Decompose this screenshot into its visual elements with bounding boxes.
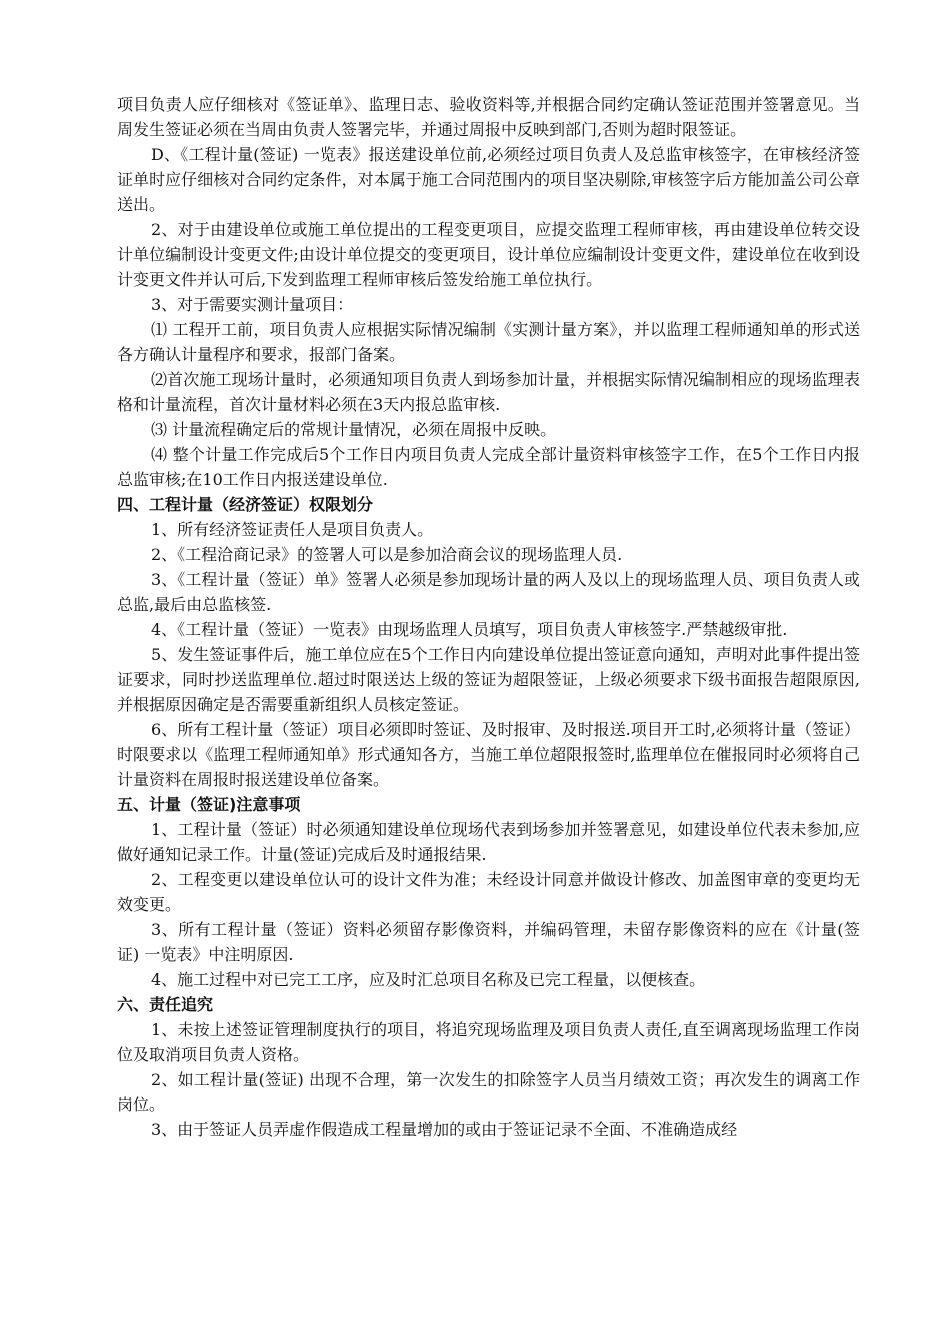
paragraph: 3、对于需要实测计量项目： bbox=[151, 295, 354, 314]
paragraph: ⑴ 工程开工前，项目负责人应根据实际情况编制《实测计量方案》，并以监理工程师通知单的形式送各方确认计量程序和要求，报部门备案。 bbox=[117, 320, 860, 364]
section-heading: 六、责任追究 bbox=[117, 995, 214, 1014]
paragraph: 项目负责人应仔细核对《签证单》、监理日志、验收资料等,并根据合同约定确认签证范围并签署意见。当周发生签证必须在当周由负责人签署完毕，并通过周报中反映到部门,否则为超时限签证。 bbox=[117, 95, 860, 139]
section-heading: 五、计量（签证)注意事项 bbox=[117, 795, 301, 814]
paragraph: 2、如工程计量(签证) 出现不合理，第一次发生的扣除签字人员当月绩效工资；再次发生的调离工作岗位。 bbox=[117, 1070, 860, 1114]
paragraph: 3、由于签证人员弄虚作假造成工程量增加的或由于签证记录不全面、不准确造成经 bbox=[151, 1120, 738, 1139]
paragraph: 3、《工程计量（签证）单》签署人必须是参加现场计量的两人及以上的现场监理人员、项目负责人或总监,最后由总监核签. bbox=[117, 570, 860, 614]
paragraph: 3、所有工程计量（签证）资料必须留存影像资料，并编码管理，未留存影像资料的应在《计量(签证) 一览表》中注明原因. bbox=[117, 920, 860, 964]
section-heading: 四、工程计量（经济签证）权限划分 bbox=[117, 495, 374, 514]
paragraph: 2、工程变更以建设单位认可的设计文件为准；未经设计同意并做设计修改、加盖图审章的变更均无效变更。 bbox=[117, 870, 860, 914]
paragraph: ⑵首次施工现场计量时，必须通知项目负责人到场参加计量，并根据实际情况编制相应的现场监理表格和计量流程，首次计量材料必须在3天内报总监审核. bbox=[117, 370, 860, 414]
paragraph: 1、所有经济签证责任人是项目负责人。 bbox=[151, 520, 434, 539]
paragraph: ⑶ 计量流程确定后的常规计量情况，必须在周报中反映。 bbox=[151, 420, 557, 439]
paragraph: ⑷ 整个计量工作完成后5个工作日内项目负责人完成全部计量资料审核签字工作，在5个工作日内报总监审核;在10工作日内报送建设单位. bbox=[117, 445, 860, 489]
paragraph: 2、对于由建设单位或施工单位提出的工程变更项目，应提交监理工程师审核，再由建设单位转交设计单位编制设计变更文件;由设计单位提交的变更项目，设计单位应编制设计变更文件，建设单位在收到设计变更文件并认可后,下发到监理工程师审核后签发给施工单位执行。 bbox=[117, 220, 860, 289]
paragraph: 1、未按上述签证管理制度执行的项目，将追究现场监理及项目负责人责任,直至调离现场监理工作岗位及取消项目负责人资格。 bbox=[117, 1020, 860, 1064]
paragraph: 4、施工过程中对已完工工序，应及时汇总项目名称及已完工程量，以便核查。 bbox=[151, 970, 706, 989]
paragraph: D、《工程计量(签证) 一览表》报送建设单位前,必须经过项目负责人及总监审核签字，在审核经济签证单时应仔细核对合同约定条件，对本属于施工合同范围内的项目坚决剔除,审核签字后方能加盖公司公章送出。 bbox=[117, 145, 860, 214]
paragraph: 4、《工程计量（签证）一览表》由现场监理人员填写，项目负责人审核签字.严禁越级审批. bbox=[151, 620, 788, 639]
paragraph: 6、所有工程计量（签证）项目必须即时签证、及时报审、及时报送.项目开工时,必须将计量（签证）时限要求以《监理工程师通知单》形式通知各方，当施工单位超限报签时,监理单位在催报同时必须将自己计量资料在周报时报送建设单位备案。 bbox=[117, 720, 860, 789]
paragraph: 5、发生签证事件后，施工单位应在5个工作日内向建设单位提出签证意向通知，声明对此事件提出签证要求，同时抄送监理单位.超过时限送达上级的签证为超限签证，上级必须要求下级书面报告超限原因,并根据原因确定是否需要重新组织人员核定签证。 bbox=[117, 645, 860, 714]
paragraph: 2、《工程洽商记录》的签署人可以是参加洽商会议的现场监理人员. bbox=[151, 545, 623, 564]
paragraph: 1、工程计量（签证）时必须通知建设单位现场代表到场参加并签署意见，如建设单位代表未参加,应做好通知记录工作。计量(签证)完成后及时通报结果. bbox=[117, 820, 860, 864]
